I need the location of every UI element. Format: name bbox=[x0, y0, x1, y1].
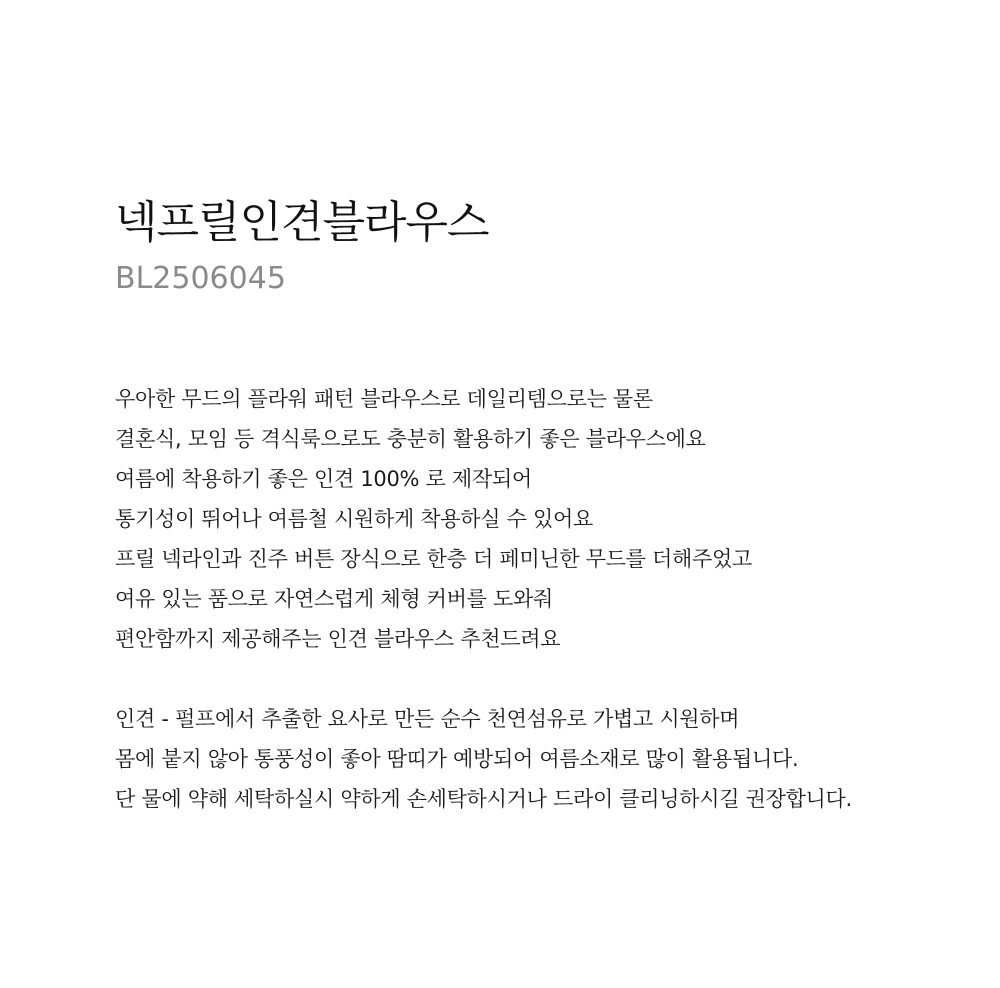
product-description bbox=[115, 379, 975, 819]
description-paragraph-features bbox=[115, 379, 975, 659]
product-code: BL2506045 bbox=[115, 261, 286, 296]
description-line: 프릴 넥라인과 진주 버튼 장식으로 한층 더 페미닌한 무드를 더해주었고 bbox=[115, 547, 752, 571]
description-line: 통기성이 뛰어나 여름철 시원하게 착용하실 수 있어요 bbox=[115, 507, 593, 531]
description-line: 단 물에 약해 세탁하실시 약하게 손세탁하시거나 드라이 클리닝하시길 권장합니다. bbox=[115, 787, 852, 811]
product-detail bbox=[115, 193, 975, 819]
description-line: 결혼식, 모임 등 격식룩으로도 충분히 활용하기 좋은 블라우스에요 bbox=[115, 427, 706, 451]
description-line: 여유 있는 품으로 자연스럽게 체형 커버를 도와줘 bbox=[115, 587, 553, 611]
description-line: 우아한 무드의 플라워 패턴 블라우스로 데일리템으로는 물론 bbox=[115, 387, 653, 411]
description-line: 인견 - 펄프에서 추출한 요사로 만든 순수 천연섬유로 가볍고 시원하며 bbox=[115, 707, 740, 731]
description-line: 편안함까지 제공해주는 인견 블라우스 추천드려요 bbox=[115, 627, 561, 651]
description-paragraph-material bbox=[115, 699, 975, 819]
product-title: 넥프릴인견블라우스 bbox=[115, 197, 489, 248]
description-line: 몸에 붙지 않아 통풍성이 좋아 땀띠가 예방되어 여름소재로 많이 활용됩니다. bbox=[115, 747, 799, 771]
description-line: 여름에 착용하기 좋은 인견 100% 로 제작되어 bbox=[115, 467, 532, 491]
